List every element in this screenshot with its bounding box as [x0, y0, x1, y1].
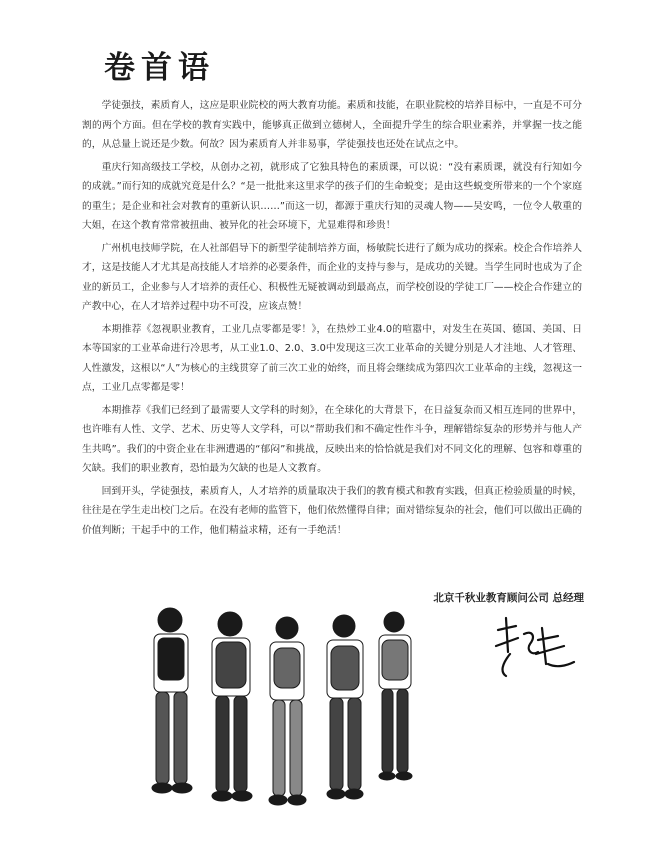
handwritten-signature — [488, 612, 578, 682]
signature-org: 北京千秋业教育顾问公司 总经理 — [433, 592, 584, 604]
student-figure — [212, 612, 252, 801]
student-figure — [152, 608, 192, 793]
students-walking-illustration — [132, 590, 432, 830]
paragraph-4: 本期推荐《忽视职业教育，工业几点零都是零！》，在热炒工业4.0的喧嚣中，对发生在英国、德国、美国、日本等国家的工业革命进行冷思考，从工业1.0、2.0、3.0中发现这三次工业革命的关键分别是人才洼地、人才管理、人性激发，这根以“人”为核心的主线贯穿了前三次工业的始终，而且将会继续成为第四次工业革命的主线，忽视这一点，工业几点零都是零！ — [82, 323, 582, 393]
body-text — [82, 96, 582, 543]
student-figure — [327, 615, 363, 799]
page-title: 卷首语 — [104, 50, 215, 86]
student-figure — [269, 617, 306, 805]
paragraph-3: 广州机电技师学院，在人社部倡导下的新型学徒制培养方面，杨敏院长进行了颇为成功的探索。校企合作培养人才，这是技能人才尤其是高技能人才培养的必要条件，而企业的支持与参与，是成功的关键。当学生同时也成为了企业的新员工，企业参与人才培养的责任心、积极性无疑被调动到最高点，而学校创设的学徒工厂——校企合作建立的产教中心，在人才培养过程中功不可没，应该点赞！ — [82, 242, 582, 312]
paragraph-6: 回到开头，学徒强技，素质育人，人才培养的质量取决于我们的教育模式和教育实践，但真正检验质量的时候，往往是在学生走出校门之后。在没有老师的监管下，他们依然懂得自律；面对错综复杂的社会，他们可以做出正确的价值判断；干起手中的工作，他们精益求精，还有一手绝活！ — [82, 485, 582, 536]
paragraph-1: 学徒强技，素质育人，这应是职业院校的两大教育功能。素质和技能，在职业院校的培养目标中，一直是不可分割的两个方面。但在学校的教育实践中，能够真正做到立德树人，全面提升学生的综合职业素养，并掌握一技之能的，从总量上说还是少数。何故？因为素质育人并非易事，学徒强技也还处在试点之中。 — [82, 100, 582, 150]
paragraph-2: 重庆行知高级技工学校，从创办之初，就形成了它独具特色的素质课，可以说：“没有素质课，就没有行知如今的成就。”而行知的成就究竟是什么？“是一批批来这里求学的孩子们的生命蜕变；是由这些蜕变所带来的一个个家庭的重生；是企业和社会对教育的重新认识……”而这一切，都源于重庆行知的灵魂人物——吴安鸣，一位令人敬重的大姐，在这个教育常常被扭曲、被异化的社会环境下，尤显难得和珍贵！ — [82, 161, 582, 231]
student-figure — [379, 612, 412, 780]
paragraph-5: 本期推荐《我们已经到了最需要人文学科的时刻》，在全球化的大背景下，在日益复杂而又相互连同的世界中，也许唯有人性、文学、艺术、历史等人文学科，可以“帮助我们和不确定性作斗争，理解错综复杂的形势并与他人产生共鸣”。我们的中资企业在非洲遭遇的“郁闷”和挑战，反映出来的恰恰就是我们对不同文化的理解、包容和尊重的欠缺。我们的职业教育，恐怕最为欠缺的也是人文教育。 — [82, 404, 582, 474]
